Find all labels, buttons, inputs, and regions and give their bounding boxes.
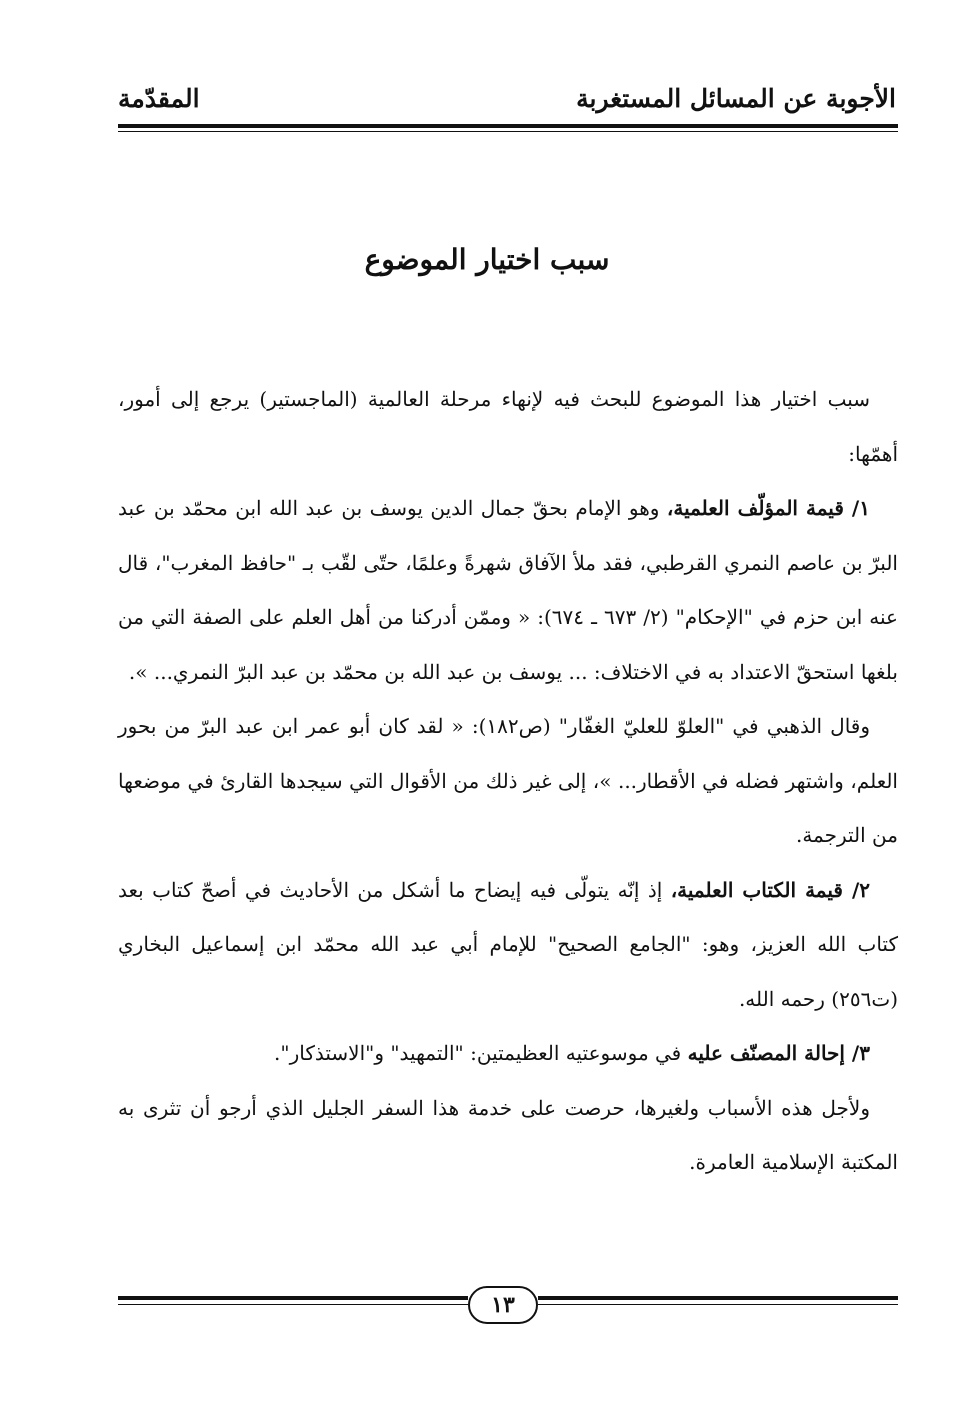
running-header	[118, 78, 896, 118]
footer-rule-right-thin	[538, 1304, 898, 1305]
closing-paragraph: ولأجل هذه الأسباب ولغيرها، حرصت على خدمة هذا السفر الجليل الذي أرجو أن تثرى به المكتبة الإسلامية العامرة.	[118, 1095, 898, 1174]
reason-1-text: وهو الإمام بحقّ جمال الدين يوسف بن عبد الله ابن محمّد بن عبد البرّ بن عاصم النمري القرطبي، فقد ملأ الآفاق شهرةً وعلمًا، حتّى لقّب بـ "حافظ المغرب"، قال عنه ابن حزم في "الإحكام" (٢/ ٦٧٣ ـ ٦٧٤): « وممّن أدركنا من أهل العلم على الصفة التي من بلغها استحقّ الاعتداد به في الاختلاف: ... يوسف بن عبد الله بن محمّد بن عبد البرّ النمري... ».	[118, 496, 898, 684]
footer-rule-right	[538, 1296, 898, 1300]
page-footer	[118, 1286, 898, 1326]
reason-2-text: إذ إنّه يتولّى فيه إيضاح ما أشكل من الأحاديث في أصحّ كتاب بعد كتاب الله العزيز، وهو: "الجامع الصحيح" للإمام أبي عبد الله محمّد ابن إسماعيل البخاري (ت٢٥٦) رحمه الله.	[118, 877, 898, 1011]
footer-rule-left	[118, 1296, 468, 1300]
reason-1-lead: ١/ قيمة المؤلّف العلمية،	[666, 496, 870, 520]
footer-rule-left-thin	[118, 1304, 468, 1305]
page-heading: سبب اختيار الموضوع	[364, 243, 610, 276]
reason-3-paragraph	[118, 1026, 898, 1081]
book-title: الأجوبة عن المسائل المستغربة	[576, 84, 896, 113]
reason-3-text: في موسوعتيه العظيمتين: "التمهيد" و"الاستذكار".	[274, 1041, 688, 1065]
reason-2-lead: ٢/ قيمة الكتاب العلمية،	[670, 877, 871, 902]
body-text	[118, 372, 898, 1190]
header-rule-thin	[118, 131, 898, 132]
header-rule-thick	[118, 124, 898, 128]
reason-3-lead: ٣/ إحالة المصنّف عليه	[687, 1041, 870, 1065]
reason-1-continuation: وقال الذهبي في "العلوّ للعليّ الغفّار" (ص١٨٢): « لقد كان أبو عمر ابن عبد البرّ من بحور العلم، واشتهر فضله في الأقطار... »، إلى غير ذلك من الأقوال التي سيجدها القارئ في موضعها من الترجمة.	[118, 714, 898, 847]
intro-paragraph: سبب اختيار هذا الموضوع للبحث فيه لإنهاء مرحلة العالمية (الماجستير) يرجع إلى أمور، أهمّها:	[118, 387, 898, 466]
reason-1-paragraph	[118, 481, 898, 699]
page-number: ١٣	[468, 1286, 538, 1324]
reason-2-paragraph	[118, 863, 898, 1027]
section-title: المقدّمة	[118, 84, 200, 113]
